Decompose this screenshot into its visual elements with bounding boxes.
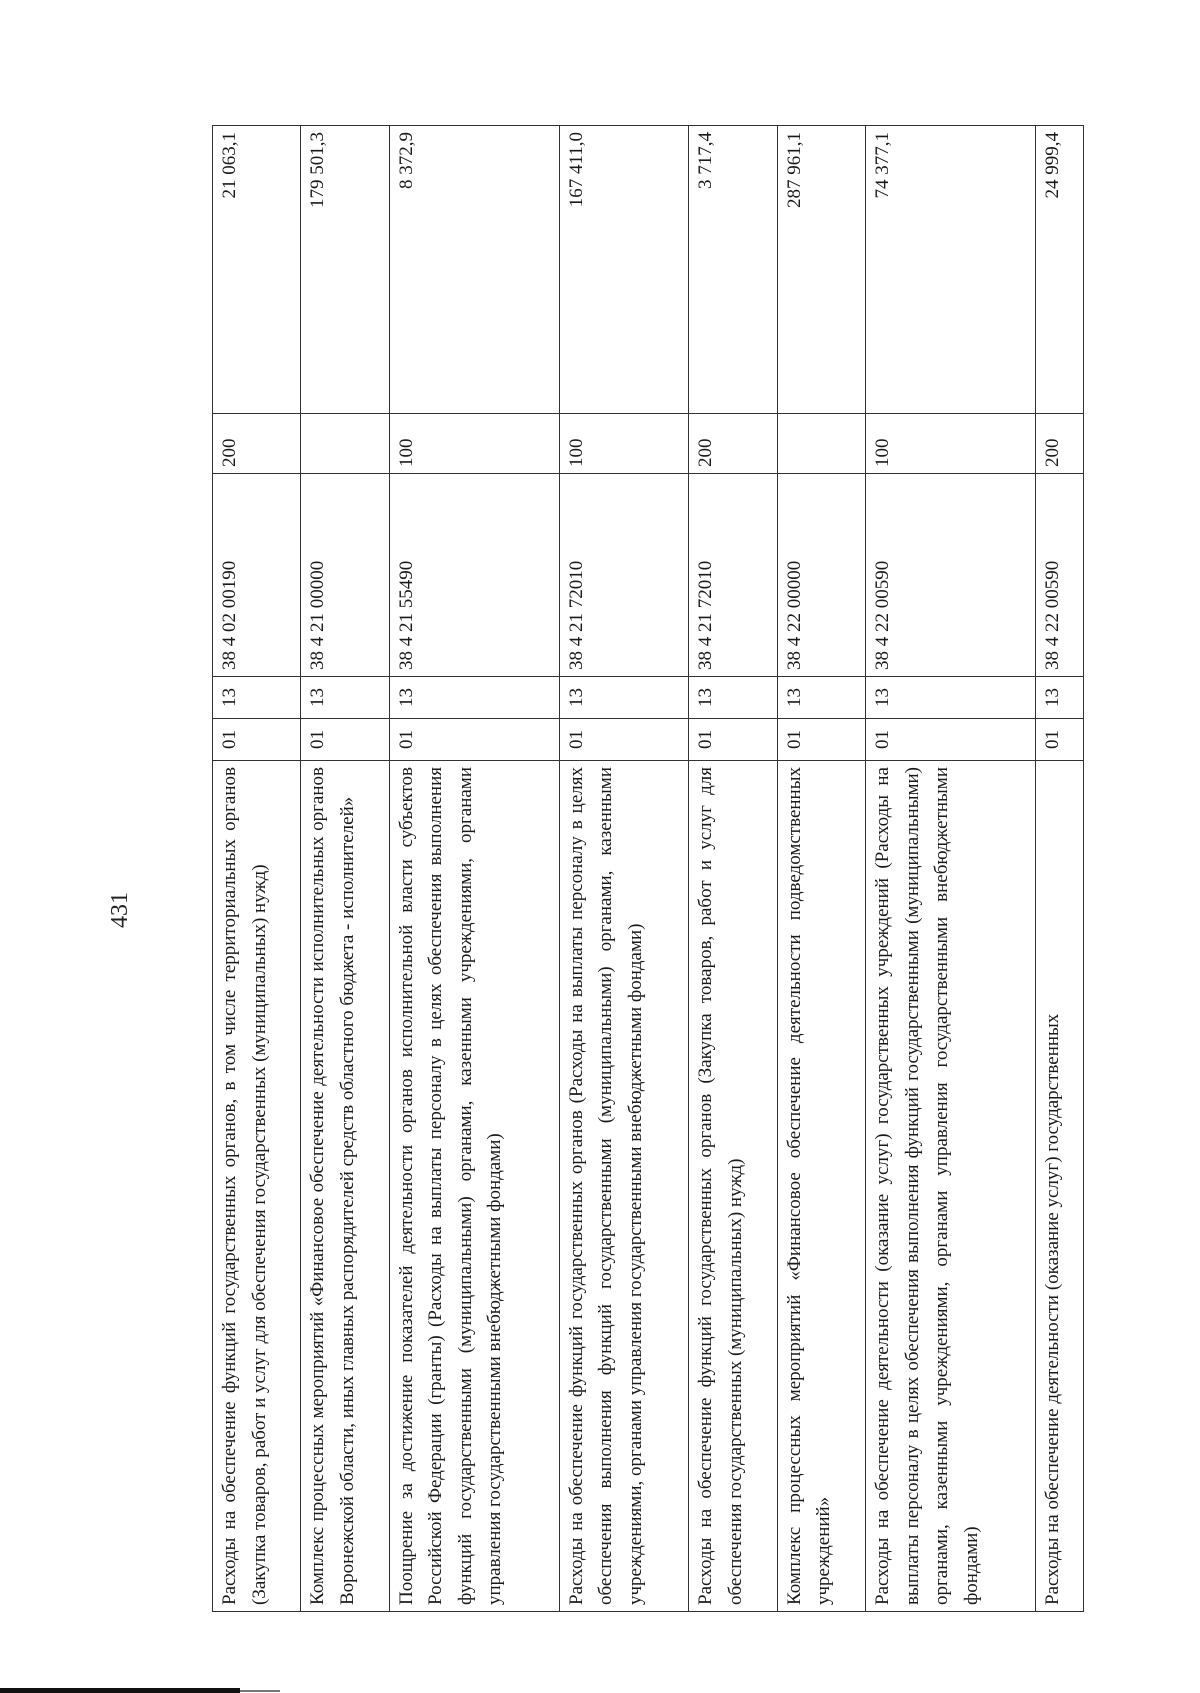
table-row — [1036, 126, 1084, 1612]
row-section-code: 01 — [689, 719, 777, 761]
row-target-code: 38 4 02 00190 — [213, 474, 301, 677]
row-section-code: 01 — [213, 719, 301, 761]
row-target-code: 38 4 22 00000 — [777, 474, 865, 677]
scan-edge-mark-faint — [240, 1690, 280, 1692]
row-amount: 167 411,0 — [559, 126, 688, 414]
row-expense-type: 100 — [866, 414, 1036, 474]
row-subsection-code: 13 — [301, 677, 389, 719]
table-row — [213, 126, 301, 1612]
row-expense-type: 100 — [559, 414, 688, 474]
row-amount: 74 377,1 — [866, 126, 1036, 414]
row-subsection-code: 13 — [866, 677, 1036, 719]
table-row — [559, 126, 688, 1612]
row-target-code: 38 4 21 72010 — [559, 474, 688, 677]
budget-table-rotated — [212, 125, 1084, 1612]
row-expense-type — [301, 414, 389, 474]
row-target-code: 38 4 21 72010 — [689, 474, 777, 677]
row-name: Расходы на обеспечение функций государственных органов, в том числе территориальных органов (Закупка товаров, работ и услуг для обеспечения государственных (муниципальных) нужд) — [213, 761, 301, 1612]
row-target-code: 38 4 22 00590 — [866, 474, 1036, 677]
page-number: 431 — [107, 892, 133, 928]
table-row — [689, 126, 777, 1612]
row-section-code: 01 — [777, 719, 865, 761]
table-row — [389, 126, 559, 1612]
row-amount: 24 999,4 — [1036, 126, 1084, 414]
row-expense-type: 200 — [213, 414, 301, 474]
row-subsection-code: 13 — [389, 677, 559, 719]
scan-edge-mark — [0, 1688, 240, 1693]
row-name: Поощрение за достижение показателей деятельности органов исполнительной власти субъектов Российской Федерации (гранты) (Расходы на выплаты персоналу в целях обеспечения выполнения функций государственными (муниципальными) органами, казенными учреждениями, органами управления государственными внебюджетными фондами) — [389, 761, 559, 1612]
row-amount: 179 501,3 — [301, 126, 389, 414]
row-name: Расходы на обеспечение функций государственных органов (Закупка товаров, работ и услуг для обеспечения государственных (муниципальных) нужд) — [689, 761, 777, 1612]
row-amount: 21 063,1 — [213, 126, 301, 414]
row-amount: 8 372,9 — [389, 126, 559, 414]
row-subsection-code: 13 — [559, 677, 688, 719]
row-name: Расходы на обеспечение деятельности (оказание услуг) государственных — [1036, 761, 1084, 1612]
row-expense-type — [777, 414, 865, 474]
table-row — [301, 126, 389, 1612]
row-subsection-code: 13 — [689, 677, 777, 719]
row-section-code: 01 — [301, 719, 389, 761]
row-name: Комплекс процессных мероприятий «Финансовое обеспечение деятельности исполнительных органов Воронежской области, иных главных распорядителей средств областного бюджета - исполнителей» — [301, 761, 389, 1612]
row-name: Комплекс процессных мероприятий «Финансовое обеспечение деятельности подведомственных учреждений» — [777, 761, 865, 1612]
row-section-code: 01 — [559, 719, 688, 761]
row-amount: 3 717,4 — [689, 126, 777, 414]
row-section-code: 01 — [389, 719, 559, 761]
row-subsection-code: 13 — [213, 677, 301, 719]
row-name: Расходы на обеспечение функций государственных органов (Расходы на выплаты персоналу в целях обеспечения выполнения функций государственными (муниципальными) органами, казенными учреждениями, органами управления государственными внебюджетными фондами) — [559, 761, 688, 1612]
row-amount: 287 961,1 — [777, 126, 865, 414]
row-target-code: 38 4 22 00590 — [1036, 474, 1084, 677]
row-expense-type: 200 — [1036, 414, 1084, 474]
row-target-code: 38 4 21 00000 — [301, 474, 389, 677]
row-section-code: 01 — [1036, 719, 1084, 761]
row-expense-type: 100 — [389, 414, 559, 474]
row-subsection-code: 13 — [1036, 677, 1084, 719]
budget-table — [212, 125, 1084, 1612]
row-target-code: 38 4 21 55490 — [389, 474, 559, 677]
row-expense-type: 200 — [689, 414, 777, 474]
row-name: Расходы на обеспечение деятельности (оказание услуг) государственных учреждений (Расходы на выплаты персоналу в целях обеспечения выполнения функций государственными (муниципальными) органами, казенными учреждениями, органами управления государственными внебюджетными фондами) — [866, 761, 1036, 1612]
table-row — [777, 126, 865, 1612]
row-section-code: 01 — [866, 719, 1036, 761]
row-subsection-code: 13 — [777, 677, 865, 719]
table-row — [866, 126, 1036, 1612]
